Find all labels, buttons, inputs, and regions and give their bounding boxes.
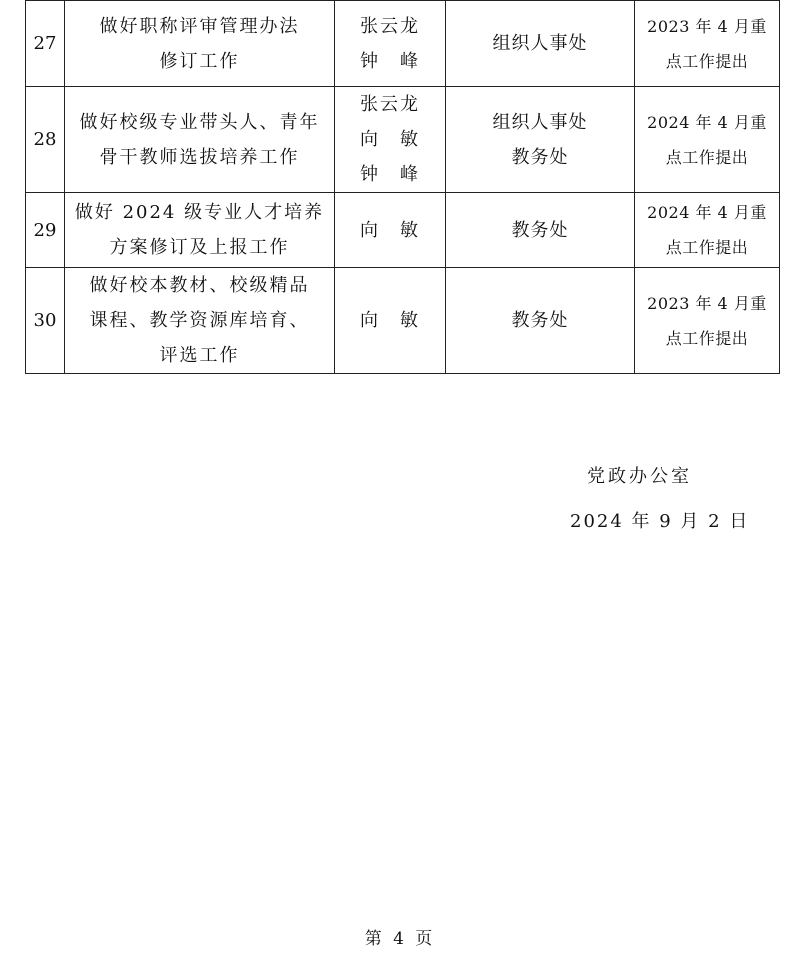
note-line: 点工作提出 — [665, 238, 749, 257]
dept-line: 组织人事处 — [492, 33, 588, 54]
issue-date: 2024 年 9 月 2 日 — [570, 511, 750, 532]
responsible-department — [446, 193, 635, 268]
note-line: 点工作提出 — [665, 51, 749, 71]
page-number: 第 4 页 — [364, 929, 436, 949]
row-number: 30 — [26, 268, 65, 374]
note-line: 2023 年 4 月重 — [647, 293, 767, 313]
table-row — [26, 1, 780, 87]
dept-line: 教务处 — [511, 146, 569, 168]
owner-line: 向 敏 — [360, 219, 420, 241]
task-line: 做好 2024 级专业人才培养 — [74, 202, 325, 223]
task-line: 做好职称评审管理办法 — [99, 15, 300, 37]
task-line: 修订工作 — [159, 50, 240, 72]
task-description — [65, 1, 335, 87]
task-line: 课程、教学资源库培育、 — [89, 310, 310, 331]
responsible-department — [446, 1, 635, 87]
issuing-office: 党政办公室 — [587, 466, 692, 487]
responsible-person — [335, 193, 446, 268]
dept-line: 教务处 — [511, 310, 569, 331]
task-table — [25, 0, 780, 374]
owner-line: 向 敏 — [360, 129, 420, 150]
responsible-person — [335, 87, 446, 193]
row-number: 28 — [26, 87, 65, 193]
owner-line: 钟 峰 — [360, 50, 420, 72]
table-row — [26, 268, 780, 374]
table-row — [26, 87, 780, 193]
owner-line: 钟 峰 — [360, 164, 420, 185]
responsible-person — [335, 268, 446, 374]
note-line: 2023 年 4 月重 — [647, 16, 767, 36]
task-description — [65, 268, 335, 374]
note-line: 2024 年 4 月重 — [647, 203, 767, 222]
owner-line: 张云龙 — [360, 15, 420, 37]
task-line: 方案修订及上报工作 — [109, 237, 290, 258]
dept-line: 组织人事处 — [492, 111, 588, 133]
task-description — [65, 87, 335, 193]
task-remark — [635, 193, 780, 268]
task-remark — [635, 87, 780, 193]
owner-line: 向 敏 — [360, 310, 420, 331]
task-line: 做好校级专业带头人、青年 — [79, 111, 320, 133]
task-line: 骨干教师选拔培养工作 — [99, 146, 300, 168]
row-number: 29 — [26, 193, 65, 268]
task-description — [65, 193, 335, 268]
note-line: 点工作提出 — [665, 328, 749, 348]
responsible-department — [446, 268, 635, 374]
owner-line: 张云龙 — [360, 94, 420, 115]
task-remark — [635, 268, 780, 374]
responsible-person — [335, 1, 446, 87]
dept-line: 教务处 — [511, 219, 569, 241]
row-number: 27 — [26, 1, 65, 87]
task-line: 做好校本教材、校级精品 — [89, 275, 310, 296]
note-line: 2024 年 4 月重 — [647, 112, 767, 132]
task-line: 评选工作 — [159, 345, 240, 366]
task-remark — [635, 1, 780, 87]
responsible-department — [446, 87, 635, 193]
note-line: 点工作提出 — [665, 147, 749, 167]
table-row — [26, 193, 780, 268]
